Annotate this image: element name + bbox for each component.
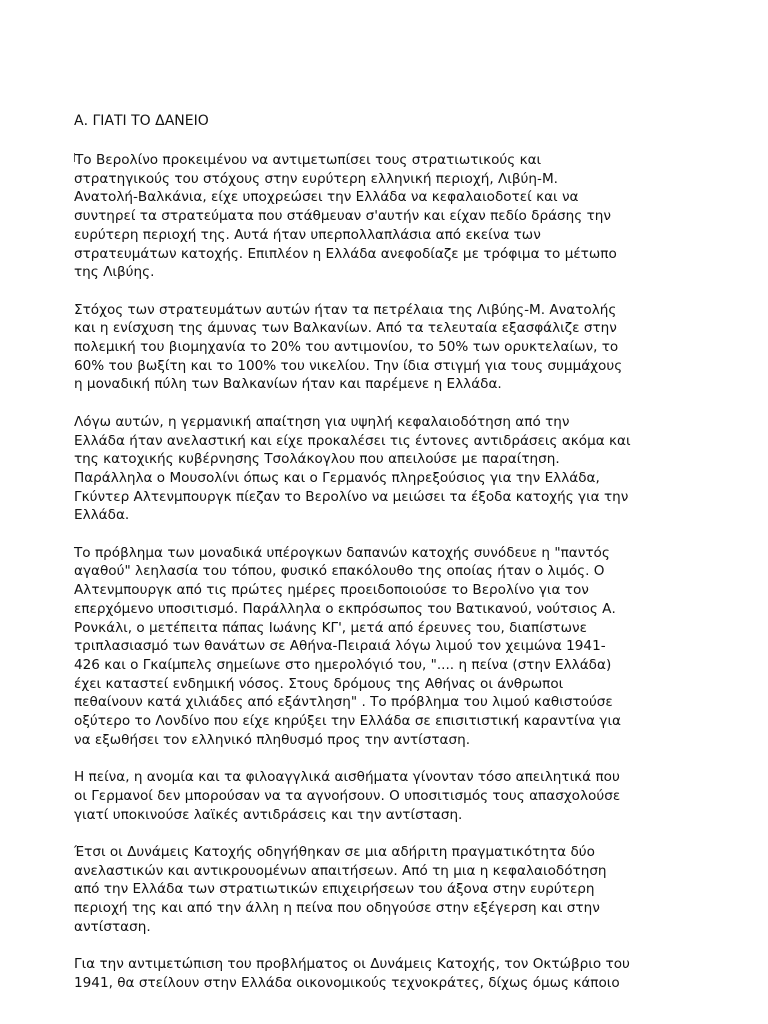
paragraph-3 bbox=[74, 413, 699, 525]
paragraph-7 bbox=[74, 955, 699, 992]
paragraph-line: πολεμική του βιομηχανία το 20% του αντιμονίου, το 50% των ορυκτελαίων, το bbox=[74, 339, 619, 356]
section-heading: Α. ΓΙΑΤΙ ΤΟ ΔΑΝΕΙΟ bbox=[74, 113, 209, 129]
paragraph-line bbox=[74, 151, 699, 170]
paragraph-line: 426 και ο Γκαίμπελς σημείωνε στο ημερολόγιό του, ".... η πείνα (στην Ελλάδα) bbox=[74, 656, 612, 673]
paragraph-line: της κατοχικής κυβέρνησης Τσολάκογλου που απειλούσε με παραίτηση. bbox=[74, 451, 560, 468]
paragraph-line: Στόχος των στρατευμάτων αυτών ήταν τα πετρέλαια της Λιβύης-Μ. Ανατολής bbox=[74, 301, 617, 318]
paragraph-line: 60% του βωξίτη και το 100% του νικελίου. Την ίδια στιγμή για τους συμμάχους bbox=[74, 357, 623, 374]
paragraph-line: επερχόμενο υποσιτισμό. Παράλληλα ο εκπρόσωπος του Βατικανού, νούτσιος Α. bbox=[74, 600, 616, 617]
paragraph-5 bbox=[74, 768, 699, 824]
paragraph-line: 1941, θα στείλουν στην Ελλάδα οικονομικούς τεχνοκράτες, δίχως όμως κάποιο bbox=[74, 974, 620, 991]
paragraph-line: περιοχή της και από την άλλη η πείνα που οδηγούσε στην εξέγερση και στην bbox=[74, 900, 600, 917]
paragraph-line: Ελλάδα. bbox=[74, 507, 130, 524]
paragraph-2 bbox=[74, 301, 699, 395]
paragraph-line: ευρύτερη περιοχή της. Αυτά ήταν υπερπολλαπλάσια από εκείνα των bbox=[74, 226, 541, 243]
paragraph-line: Ελλάδα ήταν ανελαστική και είχε προκαλέσει τις έντονες αντιδράσεις ακόμα και bbox=[74, 432, 631, 449]
paragraph-line: ανελαστικών και αντικρουομένων απαιτήσεων. Από τη μια η κεφαλαιοδότηση bbox=[74, 862, 607, 879]
paragraph-4 bbox=[74, 544, 699, 750]
paragraph-line: Έτσι οι Δυνάμεις Κατοχής οδηγήθηκαν σε μια αδήριτη πραγματικότητα δύο bbox=[74, 843, 595, 860]
paragraph-line: από την Ελλάδα των στρατιωτικών επιχειρήσεων του άξονα στην ευρύτερη bbox=[74, 881, 595, 898]
paragraph-line: η μοναδική πύλη των Βαλκανίων ήταν και παρέμενε η Ελλάδα. bbox=[74, 376, 502, 393]
paragraph-line: και η ενίσχυση της άμυνας των Βαλκανίων. Από τα τελευταία εξασφάλιζε στην bbox=[74, 320, 617, 337]
paragraph-line: στρατευμάτων κατοχής. Επιπλέον η Ελλάδα ανεφοδίαζε με τρόφιμα το μέτωπο bbox=[74, 245, 617, 262]
paragraph-line: πεθαίνουν κατά χιλιάδες από εξάντληση" . Το πρόβλημα του λιμού καθιστούσε bbox=[74, 694, 613, 711]
paragraph-line: έχει καταστεί ενδημική νόσος. Στους δρόμους της Αθήνας οι άνθρωποι bbox=[74, 675, 564, 692]
paragraph-line: συντηρεί τα στρατεύματα που στάθμευαν σ'αυτήν και είχαν πεδίο δράσης την bbox=[74, 208, 611, 225]
paragraph-line: οι Γερμανοί δεν μπορούσαν να τα αγνοήσουν. Ο υποσιτισμός τους απασχολούσε bbox=[74, 787, 621, 804]
paragraph-line: αντίσταση. bbox=[74, 918, 151, 935]
paragraph-line: να εξωθήσει τον ελληνικό πληθυσμό προς την αντίσταση. bbox=[74, 731, 471, 748]
document-page bbox=[74, 111, 699, 1011]
paragraph-1 bbox=[74, 151, 699, 282]
paragraph-line: Αλτενμπουργκ από τις πρώτες ημέρες προειδοποιούσε το Βερολίνο για τον bbox=[74, 582, 589, 599]
paragraph-line: της Λιβύης. bbox=[74, 264, 155, 281]
paragraph-line: Γκύντερ Αλτενμπουργκ πίεζαν το Βερολίνο να μειώσει τα έξοδα κατοχής για την bbox=[74, 488, 629, 505]
paragraph-line-text: Το Βερολίνο προκειμένου να αντιμετωπίσει τους στρατιωτικούς και bbox=[75, 152, 542, 168]
paragraph-line: Ρονκάλι, ο μετέπειτα πάπας Ιωάνης ΚΓ', μετά από έρευνες του, διαπίστωνε bbox=[74, 619, 587, 636]
paragraph-line: Για την αντιμετώπιση του προβλήματος οι Δυνάμεις Κατοχής, τον Οκτώβριο του bbox=[74, 956, 630, 973]
paragraph-line: Το πρόβλημα των μοναδικά υπέρογκων δαπανών κατοχής συνόδευε η "παντός bbox=[74, 544, 610, 561]
paragraph-line: αγαθού" λεηλασία του τόπου, φυσικό επακόλουθο της οποίας ήταν ο λιμός. Ο bbox=[74, 563, 605, 580]
paragraph-line: Λόγω αυτών, η γερμανική απαίτηση για υψηλή κεφαλαιοδότηση από την bbox=[74, 413, 570, 430]
paragraph-line: γιατί υποκινούσε λαϊκές αντιδράσεις και την αντίσταση. bbox=[74, 806, 463, 823]
paragraph-line: στρατηγικούς του στόχους στην ευρύτερη ελληνική περιοχή, Λιβύη-Μ. bbox=[74, 170, 558, 187]
paragraph-line: οξύτερο το Λονδίνο που είχε κηρύξει την Ελλάδα σε επισιτιστική καραντίνα για bbox=[74, 713, 622, 730]
paragraph-line: Η πείνα, η ανομία και τα φιλοαγγλικά αισθήματα γίνονταν τόσο απειλητικά που bbox=[74, 769, 620, 786]
paragraph-6 bbox=[74, 843, 699, 937]
paragraph-line: Ανατολή-Βαλκάνια, είχε υποχρεώσει την Ελλάδα να κεφαλαιοδοτεί και να bbox=[74, 189, 579, 206]
paragraph-line: Παράλληλα ο Μουσολίνι όπως και ο Γερμανός πληρεξούσιος για την Ελλάδα, bbox=[74, 469, 600, 486]
paragraph-line: τριπλασιασμό των θανάτων σε Αθήνα-Πειραιά λόγω λιμού τον χειμώνα 1941- bbox=[74, 638, 606, 655]
